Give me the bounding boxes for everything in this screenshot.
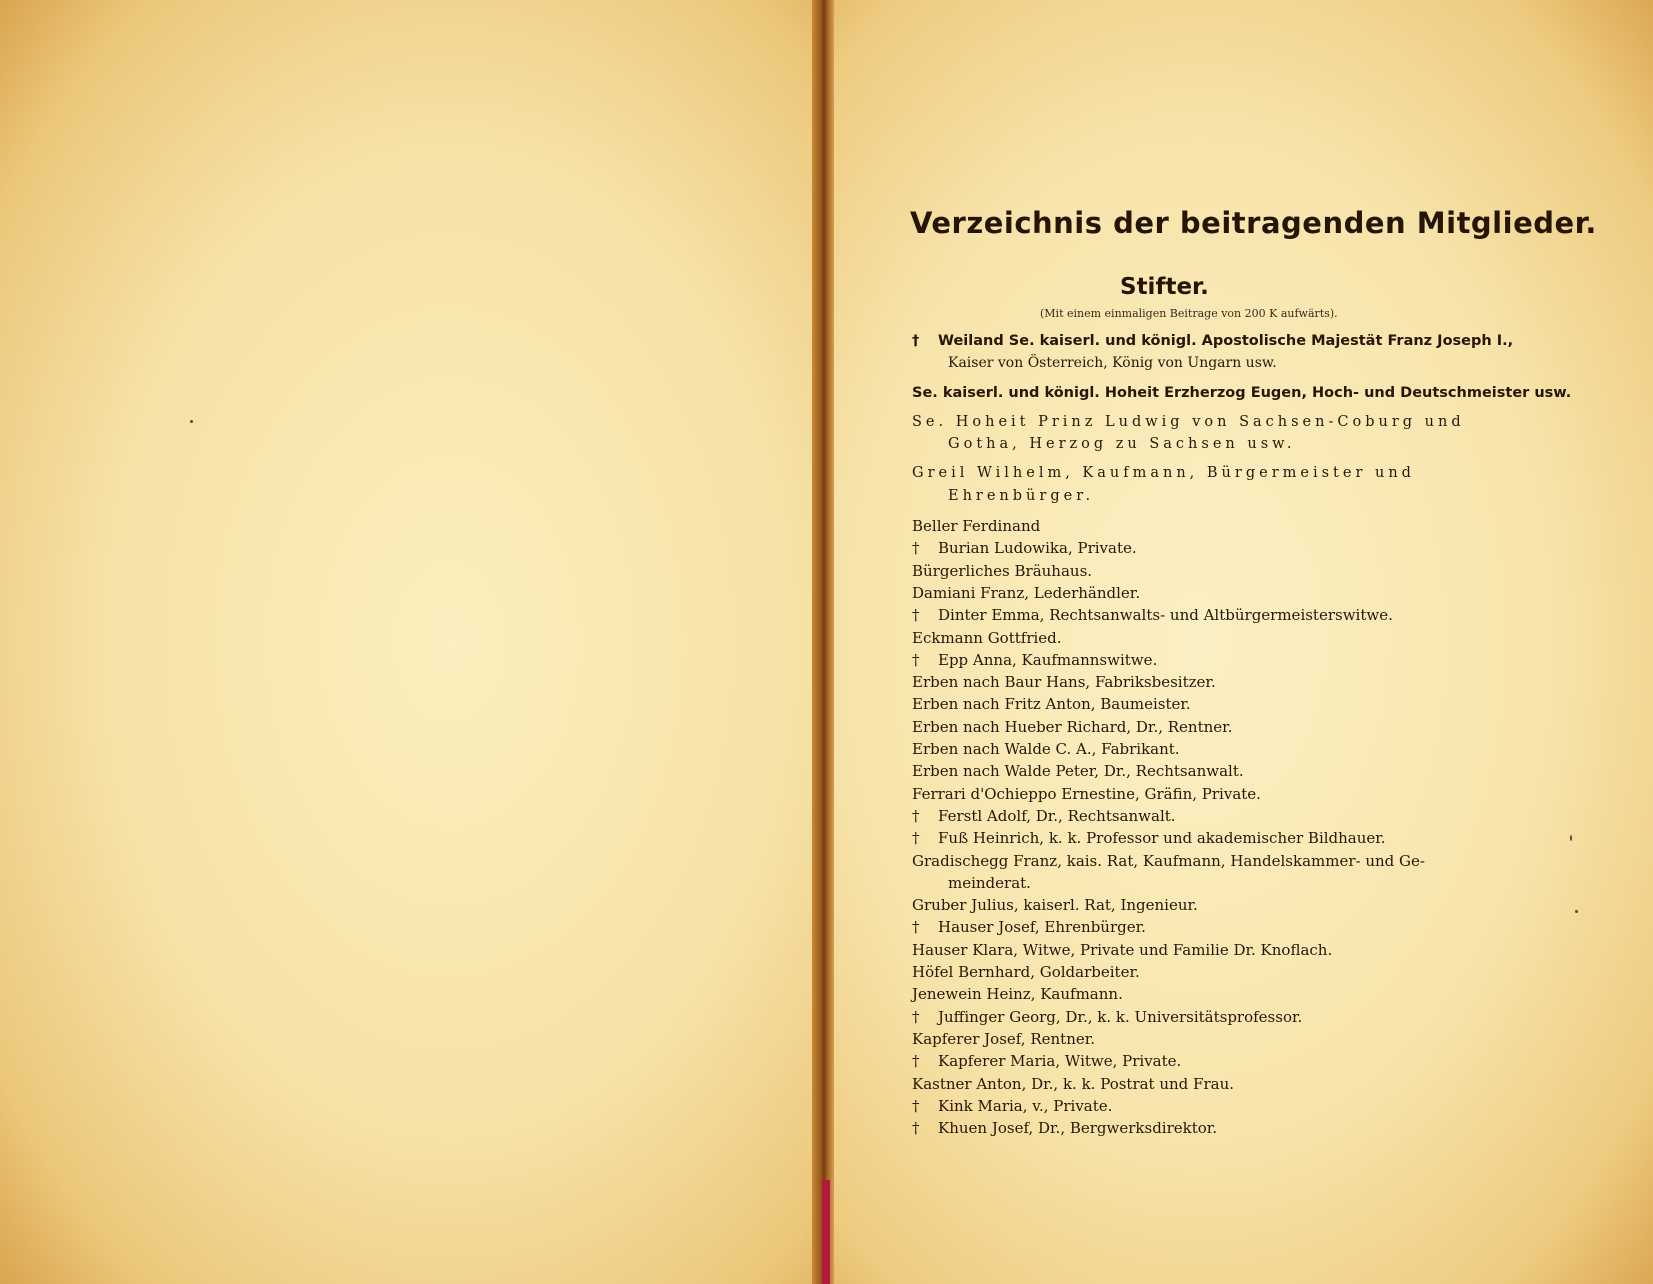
member-entry [912,894,1492,916]
member-entry [912,961,1492,983]
member-name: Erben nach Baur Hans, Fabriksbesitzer. [912,673,1216,692]
binding-ribbon [822,1180,830,1284]
member-entry [912,462,1492,507]
member-name: Burian Ludowika, Private. [938,539,1137,558]
member-name: Se. Hoheit Prinz Ludwig von Sachsen-Coburg und [912,413,1465,430]
member-entry [912,693,1492,715]
member-entry [912,1028,1492,1050]
book-gutter [812,0,834,1284]
deceased-dagger-icon: † [912,829,920,848]
member-name: Weiland Se. kaiserl. und königl. Apostolische Majestät Franz Joseph I., [938,333,1514,349]
member-name: Erben nach Walde C. A., Fabrikant. [912,740,1180,759]
paper-speck [190,420,193,423]
member-name: Fuß Heinrich, k. k. Professor und akademischer Bildhauer. [938,829,1386,848]
deceased-dagger-icon: † [912,1119,920,1138]
member-name: Erben nach Walde Peter, Dr., Rechtsanwalt. [912,762,1244,781]
member-entry [912,582,1492,604]
member-entry [912,1117,1492,1139]
member-entry [912,783,1492,805]
member-name: Höfel Bernhard, Goldarbeiter. [912,963,1140,982]
member-name: Damiani Franz, Lederhändler. [912,583,1141,602]
member-entry [912,537,1492,559]
member-entry [912,1006,1492,1028]
deceased-dagger-icon: † [912,806,920,825]
member-name: Bürgerliches Bräuhaus. [912,561,1093,580]
member-name: Erben nach Hueber Richard, Dr., Rentner. [912,717,1233,736]
member-entry-continuation: Ehrenbürger. [948,487,1095,504]
deceased-dagger-icon: † [912,650,920,669]
deceased-dagger-icon: † [912,606,920,625]
section-heading: Stifter. [1120,274,1209,300]
member-name: Jenewein Heinz, Kaufmann. [912,985,1123,1004]
member-entry [912,983,1492,1005]
section-note: (Mit einem einmaligen Beitrage von 200 K aufwärts). [1040,307,1338,320]
deceased-dagger-icon: † [912,333,920,349]
member-entry [912,1050,1492,1072]
member-entry [912,827,1492,849]
member-entry [912,760,1492,782]
member-entry [912,411,1492,456]
member-name: Kapferer Maria, Witwe, Private. [938,1052,1182,1071]
member-entry [912,1073,1492,1095]
member-entry [912,738,1492,760]
paper-speck [1575,910,1578,913]
deceased-dagger-icon: † [912,539,920,558]
deceased-dagger-icon: † [912,1007,920,1026]
member-entry [912,330,1514,375]
member-entry [912,939,1492,961]
member-name: Hauser Klara, Witwe, Private und Familie Dr. Knoflach. [912,940,1333,959]
member-entry [912,627,1492,649]
member-entry [912,916,1492,938]
member-entry [912,560,1492,582]
member-name: Beller Ferdinand [912,517,1041,536]
member-entry-continuation: meinderat. [948,873,1031,892]
member-name: Khuen Josef, Dr., Bergwerksdirektor. [938,1119,1218,1138]
member-name: Greil Wilhelm, Kaufmann, Bürgermeister und [912,465,1415,482]
member-entry [912,649,1492,671]
member-name: Ferrari d'Ochieppo Ernestine, Gräfin, Private. [912,784,1261,803]
member-name: Kink Maria, v., Private. [938,1096,1113,1115]
deceased-dagger-icon: † [912,1052,920,1071]
deceased-dagger-icon: † [912,1096,920,1115]
left-page-blank [0,0,818,1284]
member-name: Kapferer Josef, Rentner. [912,1029,1096,1048]
member-name: Epp Anna, Kaufmannswitwe. [938,650,1158,669]
member-entry [912,515,1492,537]
member-name: Se. kaiserl. und königl. Hoheit Erzherzog Eugen, Hoch- und Deutschmeister usw. [912,384,1572,401]
member-entry [912,716,1492,738]
member-entry [912,671,1492,693]
member-name: Erben nach Fritz Anton, Baumeister. [912,695,1191,714]
member-entry [912,382,1572,404]
member-name: Ferstl Adolf, Dr., Rechtsanwalt. [938,806,1176,825]
deceased-dagger-icon: † [912,918,920,937]
member-entry-continuation: Kaiser von Österreich, König von Ungarn usw. [948,355,1277,372]
member-name: Juffinger Georg, Dr., k. k. Universitätsprofessor. [938,1007,1303,1026]
member-entry [912,604,1492,626]
member-name: Gruber Julius, kaiserl. Rat, Ingenieur. [912,896,1198,915]
member-name: Hauser Josef, Ehrenbürger. [938,918,1146,937]
member-entry [912,805,1492,827]
member-name: Dinter Emma, Rechtsanwalts- und Altbürgermeisterswitwe. [938,606,1393,625]
member-name: Kastner Anton, Dr., k. k. Postrat und Frau. [912,1074,1234,1093]
page-title: Verzeichnis der beitragenden Mitglieder. [910,206,1597,240]
member-entry-continuation: Gotha, Herzog zu Sachsen usw. [948,436,1296,453]
member-name: Gradischegg Franz, kais. Rat, Kaufmann, Handelskammer- und Ge- [912,851,1425,870]
member-entry [912,1095,1492,1117]
member-entry [912,850,1492,895]
member-name: Eckmann Gottfried. [912,628,1062,647]
paper-speck [1570,835,1572,841]
member-list [912,330,1572,1139]
